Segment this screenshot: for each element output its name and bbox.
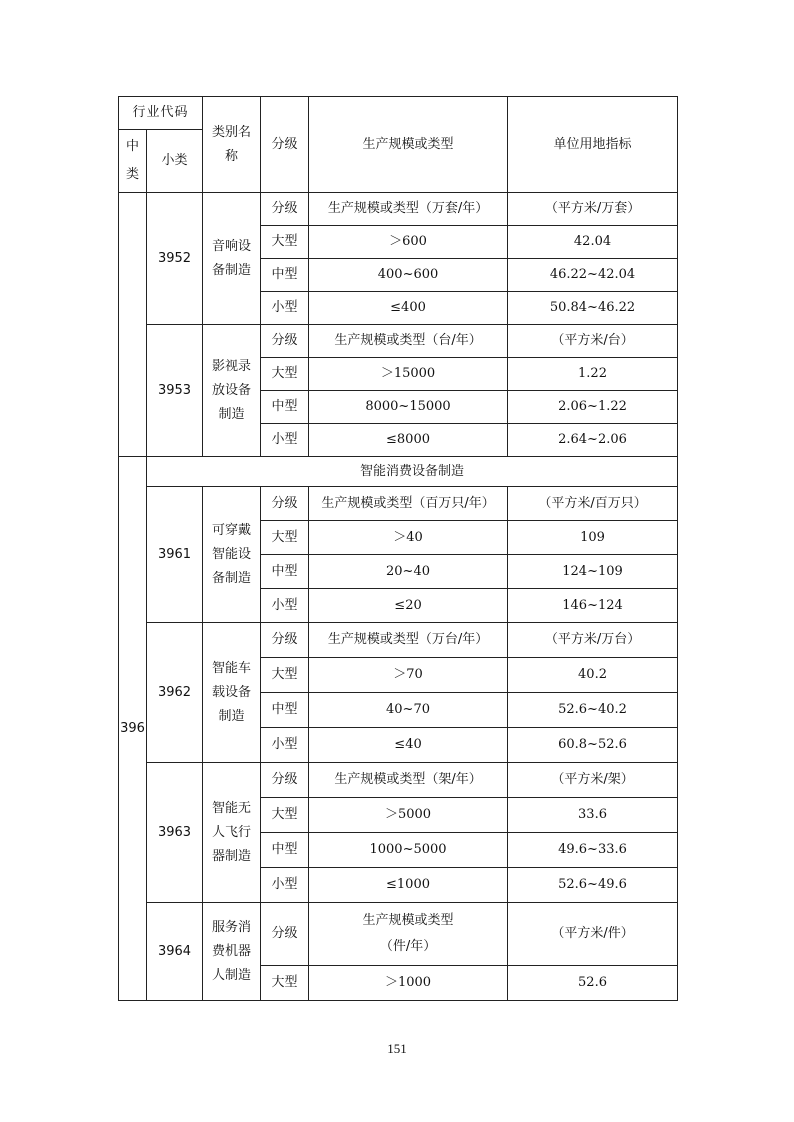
name-3952: 音响设备制造 <box>203 193 261 325</box>
scale-cell: ＞1000 <box>309 966 508 1001</box>
code-3963: 3963 <box>147 763 203 903</box>
index-cell: 2.64~2.06 <box>508 424 678 457</box>
name-3961: 可穿戴智能设备制造 <box>203 487 261 623</box>
index-cell: 50.84~46.22 <box>508 292 678 325</box>
grade-cell: 大型 <box>261 226 309 259</box>
code-3953: 3953 <box>147 325 203 457</box>
grade-cell: 小型 <box>261 292 309 325</box>
unit-header: （平方米/百万只） <box>508 487 678 521</box>
index-cell: 146~124 <box>508 589 678 623</box>
name-3953: 影视录放设备制造 <box>203 325 261 457</box>
group-title-396: 智能消费设备制造 <box>147 457 678 487</box>
index-cell: 109 <box>508 521 678 555</box>
scale-header: 生产规模或类型（百万只/年） <box>309 487 508 521</box>
land-use-index-table <box>118 96 678 1001</box>
scale-header-line2: （件/年） <box>379 939 437 954</box>
scale-cell: 8000~15000 <box>309 391 508 424</box>
unit-header: （平方米/万台） <box>508 623 678 658</box>
grade-cell: 大型 <box>261 798 309 833</box>
unit-header: （平方米/件） <box>508 903 678 966</box>
index-cell: 40.2 <box>508 658 678 693</box>
unit-header: （平方米/万套） <box>508 193 678 226</box>
code-3964: 3964 <box>147 903 203 1001</box>
unit-header: （平方米/架） <box>508 763 678 798</box>
scale-cell: ≤40 <box>309 728 508 763</box>
scale-header: 生产规模或类型（架/年） <box>309 763 508 798</box>
middle-class-blank <box>119 193 147 457</box>
index-cell: 33.6 <box>508 798 678 833</box>
header-small-class: 小类 <box>147 130 203 193</box>
scale-cell: ＞600 <box>309 226 508 259</box>
header-scale-type: 生产规模或类型 <box>309 97 508 193</box>
grade-cell: 大型 <box>261 358 309 391</box>
header-land-index: 单位用地指标 <box>508 97 678 193</box>
grade-cell: 中型 <box>261 259 309 292</box>
unit-header: （平方米/台） <box>508 325 678 358</box>
header-category-name: 类别名称 <box>203 97 261 193</box>
index-cell: 1.22 <box>508 358 678 391</box>
scale-cell: 1000~5000 <box>309 833 508 868</box>
name-3962: 智能车载设备制造 <box>203 623 261 763</box>
index-cell: 52.6 <box>508 966 678 1001</box>
scale-header: 生产规模或类型（万台/年） <box>309 623 508 658</box>
index-cell: 49.6~33.6 <box>508 833 678 868</box>
index-cell: 52.6~49.6 <box>508 868 678 903</box>
code-3952: 3952 <box>147 193 203 325</box>
grade-label: 分级 <box>261 903 309 966</box>
grade-cell: 大型 <box>261 966 309 1001</box>
index-cell: 52.6~40.2 <box>508 693 678 728</box>
name-3963: 智能无人飞行器制造 <box>203 763 261 903</box>
grade-label: 分级 <box>261 193 309 226</box>
scale-cell: ≤1000 <box>309 868 508 903</box>
code-3962: 3962 <box>147 623 203 763</box>
scale-cell: ＞70 <box>309 658 508 693</box>
grade-cell: 中型 <box>261 555 309 589</box>
header-middle-class: 中类 <box>119 130 147 193</box>
scale-header: 生产规模或类型（台/年） <box>309 325 508 358</box>
scale-header-line1: 生产规模或类型 <box>362 913 454 928</box>
grade-cell: 小型 <box>261 728 309 763</box>
name-3964: 服务消费机器人制造 <box>203 903 261 1001</box>
index-cell: 2.06~1.22 <box>508 391 678 424</box>
scale-cell: ≤8000 <box>309 424 508 457</box>
grade-cell: 小型 <box>261 868 309 903</box>
code-3961: 3961 <box>147 487 203 623</box>
scale-cell: ＞15000 <box>309 358 508 391</box>
middle-class-code-396: 396 <box>119 457 147 1001</box>
grade-cell: 中型 <box>261 833 309 868</box>
index-cell: 124~109 <box>508 555 678 589</box>
header-grade: 分级 <box>261 97 309 193</box>
header-industry-code: 行业代码 <box>119 97 203 130</box>
index-cell: 42.04 <box>508 226 678 259</box>
grade-cell: 中型 <box>261 391 309 424</box>
grade-cell: 大型 <box>261 521 309 555</box>
scale-cell: ＞5000 <box>309 798 508 833</box>
scale-cell: 400~600 <box>309 259 508 292</box>
scale-cell: ≤20 <box>309 589 508 623</box>
index-cell: 46.22~42.04 <box>508 259 678 292</box>
scale-cell: ＞40 <box>309 521 508 555</box>
page-number: 151 <box>387 1041 407 1056</box>
grade-label: 分级 <box>261 623 309 658</box>
grade-label: 分级 <box>261 325 309 358</box>
grade-cell: 中型 <box>261 693 309 728</box>
scale-cell: 20~40 <box>309 555 508 589</box>
scale-header <box>309 903 508 966</box>
scale-header: 生产规模或类型（万套/年） <box>309 193 508 226</box>
grade-label: 分级 <box>261 487 309 521</box>
scale-cell: ≤400 <box>309 292 508 325</box>
grade-cell: 大型 <box>261 658 309 693</box>
grade-cell: 小型 <box>261 424 309 457</box>
grade-label: 分级 <box>261 763 309 798</box>
scale-cell: 40~70 <box>309 693 508 728</box>
index-cell: 60.8~52.6 <box>508 728 678 763</box>
grade-cell: 小型 <box>261 589 309 623</box>
